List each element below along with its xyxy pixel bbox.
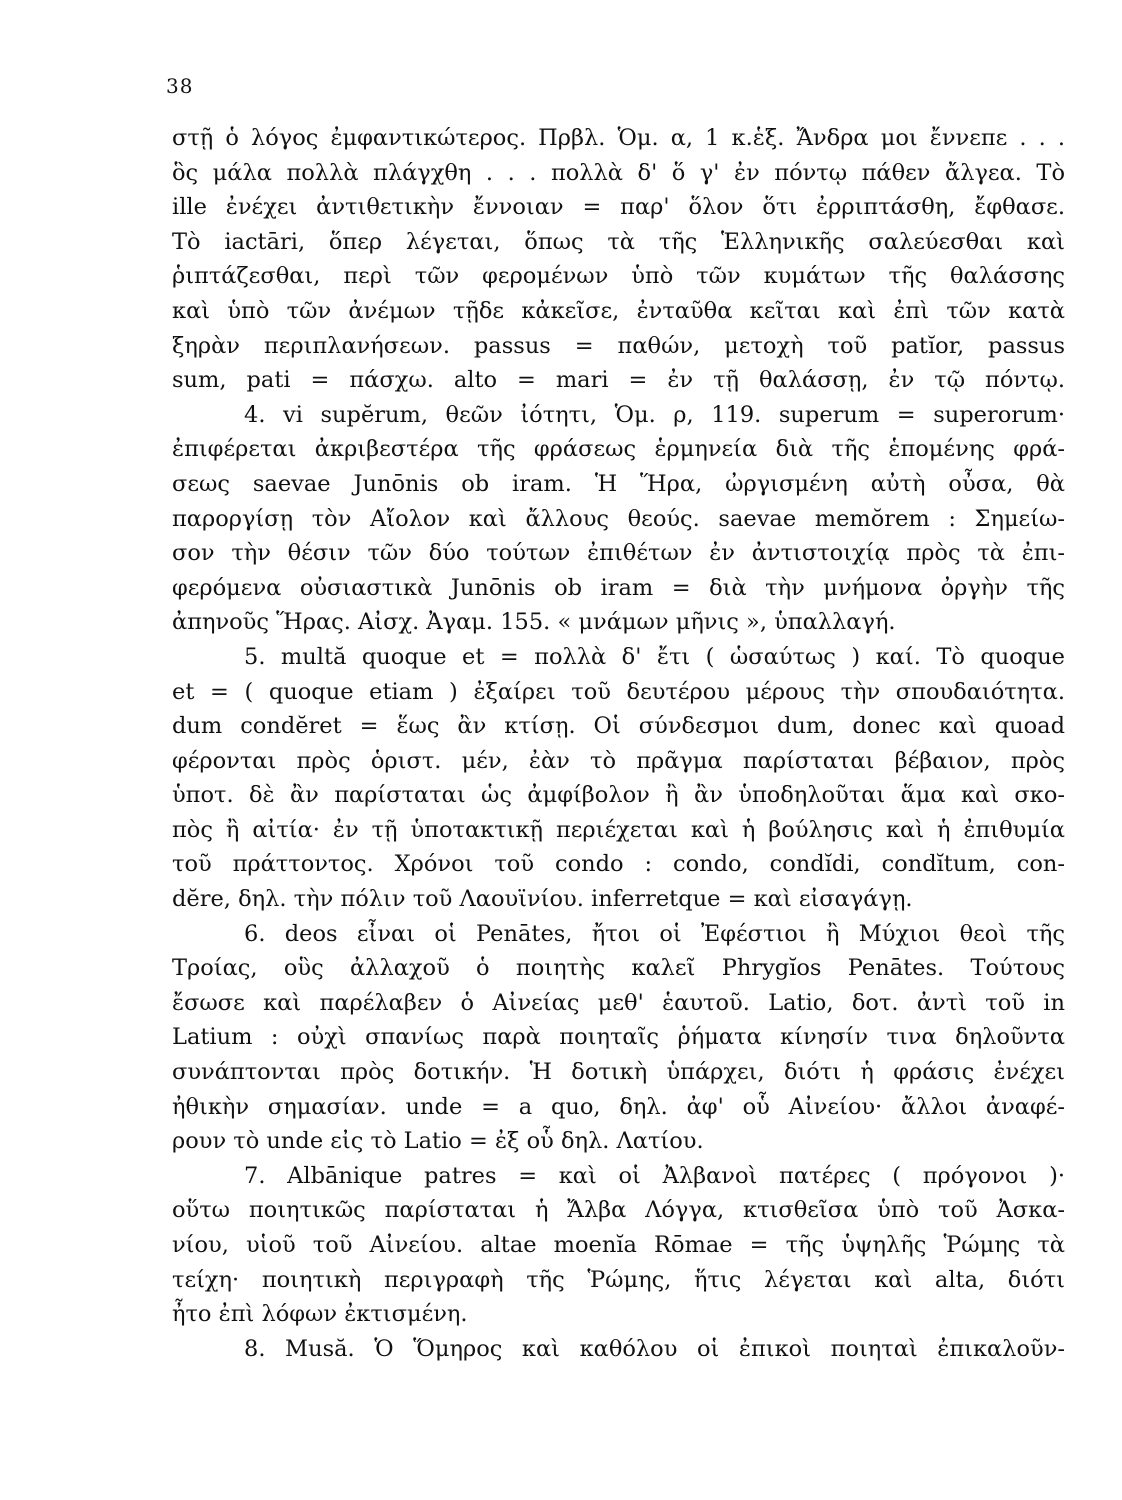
text-line: παροργίσῃ τὸν Αἴολον καὶ ἄλλους θεούς. saevae memŏrem : Σημείω-	[172, 505, 1065, 532]
text-line: νίου, υἱοῦ τοῦ Αἰνείου. altae moenĭa Rōmae = τῆς ὑψηλῆς Ῥώμης τὰ	[172, 1232, 1065, 1258]
text-line: ὃς μάλα πολλὰ πλάγχθη . . . πολλὰ δ' ὅ γ' ἐν πόντῳ πάθεν ἄλγεα. Τὸ	[172, 159, 1065, 186]
text-line: 6. deos εἶναι οἱ Penātes, ἤτοι οἱ Ἐφέστιοι ἢ Μύχιοι θεοὶ τῆς	[244, 920, 1065, 947]
text-line: Latium : οὐχὶ σπανίως παρὰ ποιηταῖς ῥήματα κίνησίν τινα δηλοῦντα	[172, 1024, 1065, 1051]
text-line: καὶ ὑπὸ τῶν ἀνέμων τῇδε κἀκεῖσε, ἐνταῦθα κεῖται καὶ ἐπὶ τῶν κατὰ	[172, 297, 1065, 324]
text-line: φερόμενα οὐσιαστικὰ Junōnis ob iram = διὰ τὴν μνήμονα ὀργὴν τῆς	[172, 574, 1065, 601]
text-line: ἔσωσε καὶ παρέλαβεν ὁ Αἰνείας μεθ' ἑαυτοῦ. Latio, δοτ. ἀντὶ τοῦ in	[172, 989, 1065, 1016]
text-line: 5. multă quoque et = πολλὰ δ' ἔτι ( ὡσαύτως ) καί. Τὸ quoque	[244, 643, 1065, 670]
text-line: τοῦ πράττοντος. Χρόνοι τοῦ condo : condo, condĭdi, condĭtum, con-	[172, 851, 1065, 878]
text-line: ἀπηνοῦς Ἥρας. Αἰσχ. Ἀγαμ. 155. « μνάμων μῆνις », ὑπαλλαγή.	[172, 609, 896, 636]
text-line: ἐπιφέρεται ἀκριβεστέρα τῆς φράσεως ἑρμηνεία διὰ τῆς ἑπομένης φρά-	[172, 436, 1065, 463]
text-line: τείχη· ποιητικὴ περιγραφὴ τῆς Ῥώμης, ἥτις λέγεται καὶ alta, διότι	[172, 1266, 1065, 1293]
text-line: ὑποτ. δὲ ἂν παρίσταται ὡς ἀμφίβολον ἢ ἂν ὑποδηλοῦται ἅμα καὶ σκο-	[172, 782, 1065, 809]
text-line: Τροίας, οὓς ἀλλαχοῦ ὁ ποιητὴς καλεῖ Phrygĭos Penātes. Τούτους	[172, 955, 1065, 982]
text-line: ξηρὰν περιπλανήσεων. passus = παθών, μετοχὴ τοῦ patĭor, passus	[172, 332, 1065, 359]
text-line: ῥιπτάζεσθαι, περὶ τῶν φερομένων ὑπὸ τῶν κυμάτων τῆς θαλάσσης	[172, 263, 1065, 290]
text-line: οὕτω ποιητικῶς παρίσταται ἡ Ἄλβα Λόγγα, κτισθεῖσα ὑπὸ τοῦ Ἀσκα-	[172, 1197, 1065, 1224]
text-line: σεως saevae Junōnis ob iram. Ἡ Ἥρα, ὠργισμένη αὐτὴ οὖσα, θὰ	[172, 470, 1065, 497]
text-line: σον τὴν θέσιν τῶν δύο τούτων ἐπιθέτων ἐν ἀντιστοιχίᾳ πρὸς τὰ ἐπι-	[172, 540, 1065, 567]
text-line: dum condĕret = ἕως ἂν κτίσῃ. Οἱ σύνδεσμοι dum, donec καὶ quoad	[172, 713, 1065, 740]
commentary-text	[172, 121, 1065, 1366]
text-line: ἦτο ἐπὶ λόφων ἐκτισμένη.	[172, 1301, 468, 1328]
text-line: 8. Musă. Ὁ Ὅμηρος καὶ καθόλου οἱ ἐπικοὶ ποιηταὶ ἐπικαλοῦν-	[244, 1335, 1065, 1362]
text-line: 4. vi supĕrum, θεῶν ἰότητι, Ὁμ. ρ, 119. superum = superorum·	[244, 401, 1065, 428]
text-line: ἠθικὴν σημασίαν. unde = a quo, δηλ. ἀφ' οὗ Αἰνείου· ἄλλοι ἀναφέ-	[172, 1093, 1065, 1120]
text-line: 7. Albānique patres = καὶ οἱ Ἀλβανοὶ πατέρες ( πρόγονοι )·	[244, 1162, 1065, 1189]
text-line: sum, pati = πάσχω. alto = mari = ἐν τῇ θαλάσσῃ, ἐν τῷ πόντῳ.	[172, 367, 1065, 394]
page-number: 38	[166, 74, 194, 98]
text-line: Τὸ iactāri, ὅπερ λέγεται, ὅπως τὰ τῆς Ἑλληνικῆς σαλεύεσθαι καὶ	[172, 228, 1065, 255]
text-line: πὸς ἢ αἰτία· ἐν τῇ ὑποτακτικῇ περιέχεται καὶ ἡ βούλησις καὶ ἡ ἐπιθυμία	[172, 816, 1065, 843]
text-line: στῇ ὁ λόγος ἐμφαντικώτερος. Πρβλ. Ὁμ. α, 1 κ.ἑξ. Ἄνδρα μοι ἔννεπε . . .	[172, 125, 1065, 151]
text-line: et = ( quoque etiam ) ἐξαίρει τοῦ δευτέρου μέρους τὴν σπουδαιότητα.	[172, 678, 1065, 705]
text-line: συνάπτονται πρὸς δοτικήν. Ἡ δοτικὴ ὑπάρχει, διότι ἡ φράσις ἐνέχει	[172, 1059, 1065, 1086]
text-line: dĕre, δηλ. τὴν πόλιν τοῦ Λαουϊνίου. inferretque = καὶ εἰσαγάγῃ.	[172, 886, 913, 913]
text-line: ρουν τὸ unde εἰς τὸ Latio = ἐξ οὗ δηλ. Λατίου.	[172, 1128, 704, 1155]
text-line: φέρονται πρὸς ὁριστ. μέν, ἐὰν τὸ πρᾶγμα παρίσταται βέβαιον, πρὸς	[172, 747, 1065, 774]
text-line: ille ἐνέχει ἀντιθετικὴν ἔννοιαν = παρ' ὅλον ὅτι ἐρριπτάσθη, ἔφθασε.	[172, 194, 1065, 221]
